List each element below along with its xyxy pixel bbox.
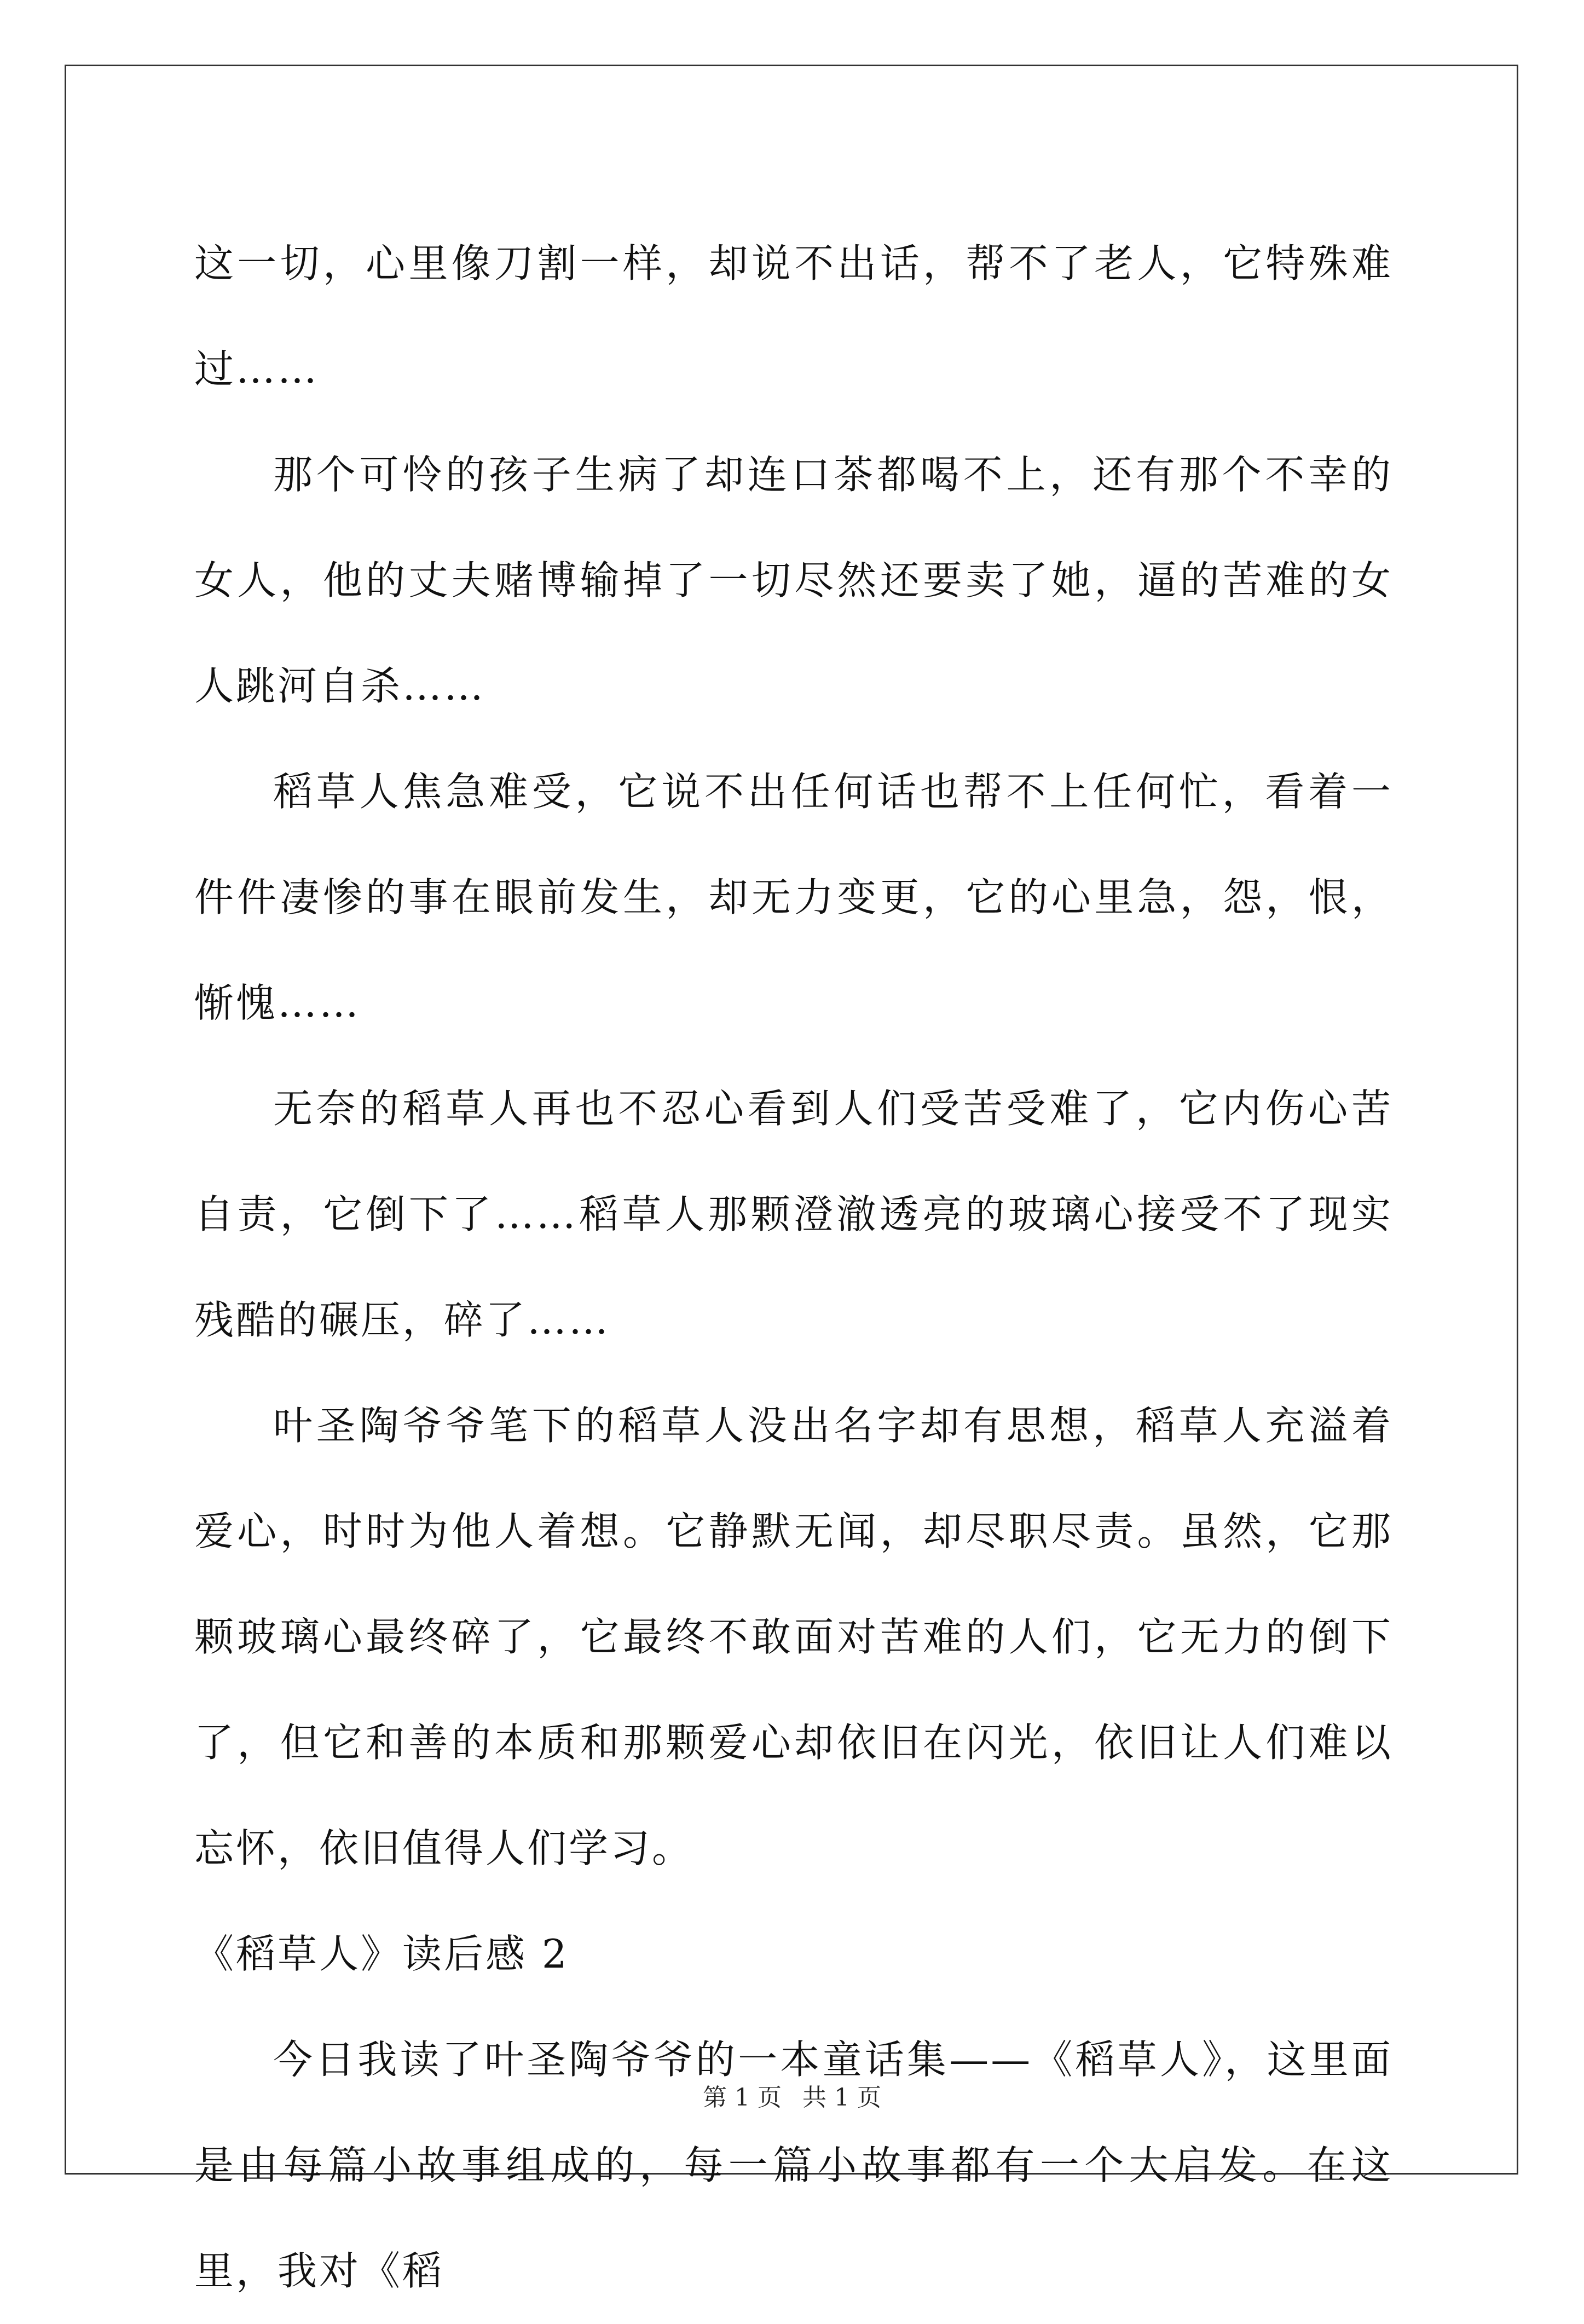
- page-total: 共 1 页: [802, 2084, 881, 2112]
- paragraph-2: 那个可怜的孩子生病了却连口茶都喝不上，还有那个不幸的女人，他的丈夫赌博输掉了一切尽然还要卖了她，逼的苦难的女人跳河自杀……: [194, 452, 1393, 709]
- paragraph-5: 叶圣陶爷爷笔下的稻草人没出名字却有思想，稻草人充溢着爱心，时时为他人着想。它静默无闻，却尽职尽责。虽然，它那颗玻璃心最终碎了，它最终不敢面对苦难的人们，它无力的倒下了，但它和善的本质和那颗爱心却依旧在闪光，依旧让人们难以忘怀，依旧值得人们学习。: [194, 1403, 1393, 1871]
- paragraph-3: 稻草人焦急难受，它说不出任何话也帮不上任何忙，看着一件件凄惨的事在眼前发生，却无力变更，它的心里急，怨，恨，惭愧……: [194, 769, 1393, 1026]
- paragraph-6: 今日我读了叶圣陶爷爷的一本童话集——《稻草人》，这里面是由每篇小故事组成的，每一篇小故事都有一个大启发。在这里，我对《稻: [194, 2037, 1393, 2294]
- paragraph-1: 这一切，心里像刀割一样，却说不出话，帮不了老人，它特殊难过……: [194, 240, 1393, 392]
- page-footer: [0, 2078, 1584, 2113]
- section-heading: 《稻草人》读后感 2: [194, 1931, 569, 1977]
- page-number: 第 1 页: [703, 2084, 782, 2112]
- paragraph-4: 无奈的稻草人再也不忍心看到人们受苦受难了，它内伤心苦自责，它倒下了……稻草人那颗澄澈透亮的玻璃心接受不了现实残酷的碾压，碎了……: [194, 1086, 1393, 1343]
- document-body: [194, 211, 1393, 2324]
